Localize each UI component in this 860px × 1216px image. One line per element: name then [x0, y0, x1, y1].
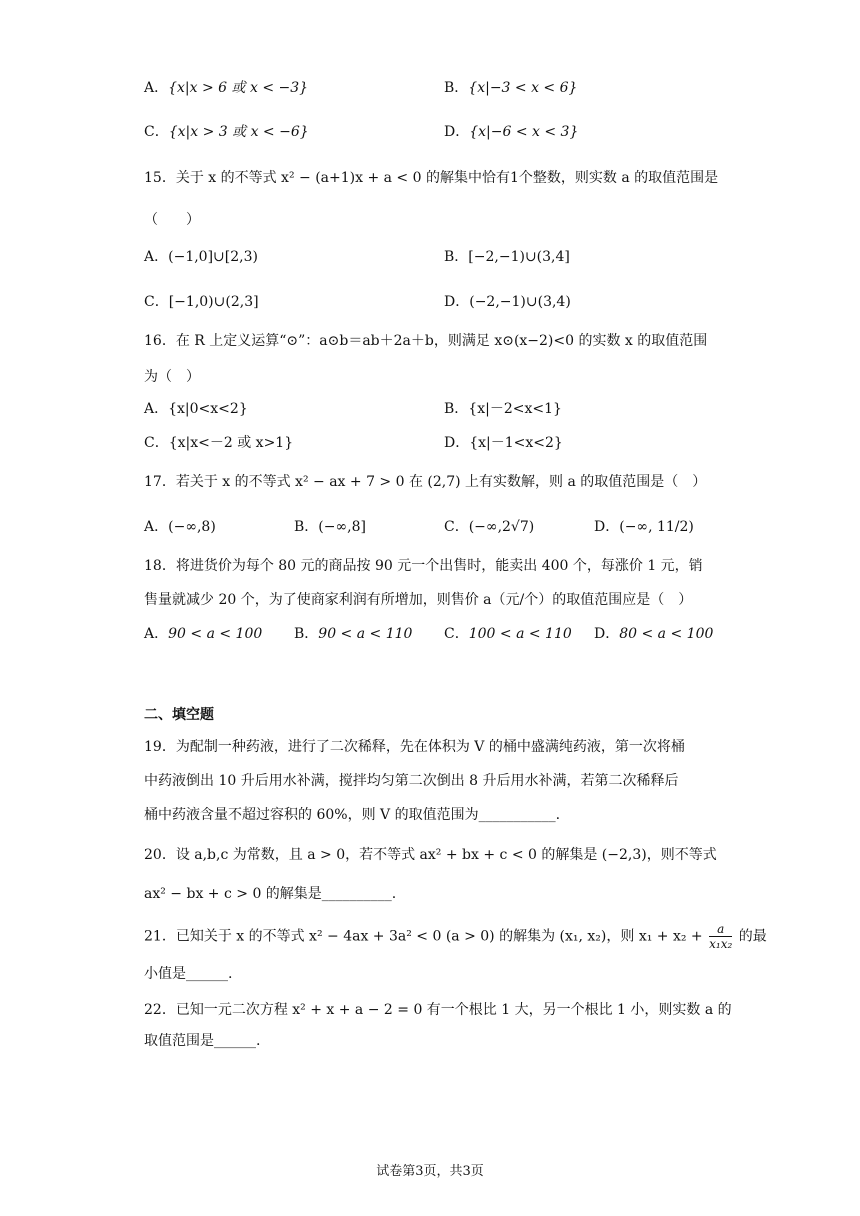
option-label: A． [144, 626, 169, 642]
q14-option-b [444, 78, 577, 98]
q15-stem-line1: 15．关于 x 的不等式 x² − (a+1)x + a < 0 的解集中恰有1个整数，则实数 a 的取值范围是 [144, 170, 719, 186]
q14-option-c [144, 122, 309, 142]
option-label: A． [144, 80, 169, 96]
q22-stem-line2: 取值范围是______. [144, 1033, 261, 1049]
q20-stem-line2: ax² − bx + c > 0 的解集是__________. [144, 886, 397, 902]
q17-option-b [294, 517, 366, 537]
q18-option-b [294, 624, 412, 644]
page-footer: 试卷第3页，共3页 [376, 1164, 484, 1179]
q16-stem-line1: 16．在 R 上定义运算“⊙”：a⊙b＝ab＋2a＋b，则满足 x⊙(x−2)<0 的实数 x 的取值范围 [144, 333, 708, 349]
option-text: 80 < a < 100 [619, 626, 714, 642]
option-text: {x|－2<x<1} [468, 401, 562, 417]
option-label: C． [144, 435, 169, 451]
option-text: (−∞, 11/2) [619, 519, 694, 535]
q22-stem-line1: 22．已知一元二次方程 x² + x + a − 2 = 0 有一个根比 1 大，另一个根比 1 小，则实数 a 的 [144, 1002, 732, 1018]
option-text: {x|−3 < x < 6} [468, 80, 578, 96]
q14-option-d [444, 122, 578, 142]
option-text: [−1,0)∪(2,3] [168, 294, 259, 310]
q17-option-d [594, 517, 694, 537]
q20-stem-line1: 20．设 a,b,c 为常数，且 a > 0，若不等式 ax² + bx + c < 0 的解集是 (−2,3)，则不等式 [144, 847, 717, 863]
option-text: 90 < a < 100 [168, 626, 263, 642]
q14-option-a [144, 78, 308, 98]
option-text: (−2,−1)∪(3,4) [469, 294, 571, 310]
option-label: B． [444, 80, 469, 96]
option-label: B． [294, 519, 319, 535]
option-label: C． [444, 519, 469, 535]
option-text: {x|x > 3 或 x < −6} [168, 124, 309, 140]
q15-option-d [444, 292, 571, 312]
option-text: {x|x<－2 或 x>1} [168, 435, 294, 451]
q18-option-d [594, 624, 713, 644]
option-label: D． [444, 124, 470, 140]
q18-stem-line2: 售量就减少 20 个，为了使商家利润有所增加，则售价 a（元/个）的取值范围应是（ ） [144, 592, 693, 608]
q16-option-c [144, 433, 293, 453]
option-label: A． [144, 519, 169, 535]
q16-option-b [444, 399, 562, 419]
q15-stem-line2: （ ） [144, 212, 200, 228]
q16-option-d [444, 433, 563, 453]
q16-stem-line2: 为（ ） [144, 369, 200, 385]
option-label: D． [444, 294, 470, 310]
option-label: D． [594, 519, 620, 535]
option-text: {x|−6 < x < 3} [469, 124, 579, 140]
option-text: 90 < a < 110 [318, 626, 413, 642]
q18-stem-line1: 18．将进货价为每个 80 元的商品按 90 元一个出售时，能卖出 400 个，每涨价 1 元，销 [144, 558, 703, 574]
q17-stem-line1: 17．若关于 x 的不等式 x² − ax + 7 > 0 在 (2,7) 上有实数解，则 a 的取值范围是（ ） [144, 474, 707, 490]
option-text: 100 < a < 110 [468, 626, 572, 642]
option-label: B． [294, 626, 319, 642]
option-label: D． [444, 435, 470, 451]
option-label: C． [444, 626, 469, 642]
option-label: C． [144, 124, 169, 140]
q15-option-c [144, 292, 259, 312]
fraction-numerator: a [709, 922, 732, 937]
q18-option-c [444, 624, 572, 644]
option-label: C． [144, 294, 169, 310]
q21-text-post: 的最 [738, 928, 767, 945]
q15-option-b [444, 247, 570, 267]
option-text: [−2,−1)∪(3,4] [468, 249, 570, 265]
option-text: (−∞,8] [318, 519, 366, 535]
q19-stem-line1: 19．为配制一种药液，进行了二次稀释，先在体积为 V 的桶中盛满纯药液，第一次将桶 [144, 739, 685, 755]
option-label: B． [444, 249, 469, 265]
fraction-denominator: x₁x₂ [709, 937, 733, 951]
option-text: (−∞,8) [168, 519, 216, 535]
option-text: {x|x > 6 或 x < −3} [168, 80, 309, 96]
q17-option-c [444, 517, 534, 537]
q17-option-a [144, 517, 216, 537]
q21-stem-line1 [144, 922, 767, 951]
option-text: (−∞,2√7) [468, 519, 535, 535]
option-label: A． [144, 401, 169, 417]
q15-option-a [144, 247, 258, 267]
option-label: D． [594, 626, 620, 642]
q21-text-pre: 21．已知关于 x 的不等式 x² − 4ax + 3a² < 0 (a > 0) 的解集为 (x₁, x₂)，则 x₁ + x₂ + [144, 928, 703, 945]
option-label: A． [144, 249, 169, 265]
q19-stem-line3: 桶中药液含量不超过容积的 60%，则 V 的取值范围为___________. [144, 807, 561, 823]
option-text: {x|－1<x<2} [469, 435, 563, 451]
option-text: {x|0<x<2} [168, 401, 248, 417]
q21-stem-line2: 小值是______. [144, 966, 233, 982]
option-label: B． [444, 401, 469, 417]
section-title-fill-in: 二、填空题 [144, 707, 214, 723]
q19-stem-line2: 中药液倒出 10 升后用水补满，搅拌均匀第二次倒出 8 升后用水补满，若第二次稀释后 [144, 773, 679, 789]
option-text: (−1,0]∪[2,3) [168, 249, 258, 265]
q16-option-a [144, 399, 248, 419]
q21-fraction [709, 922, 732, 951]
q18-option-a [144, 624, 262, 644]
